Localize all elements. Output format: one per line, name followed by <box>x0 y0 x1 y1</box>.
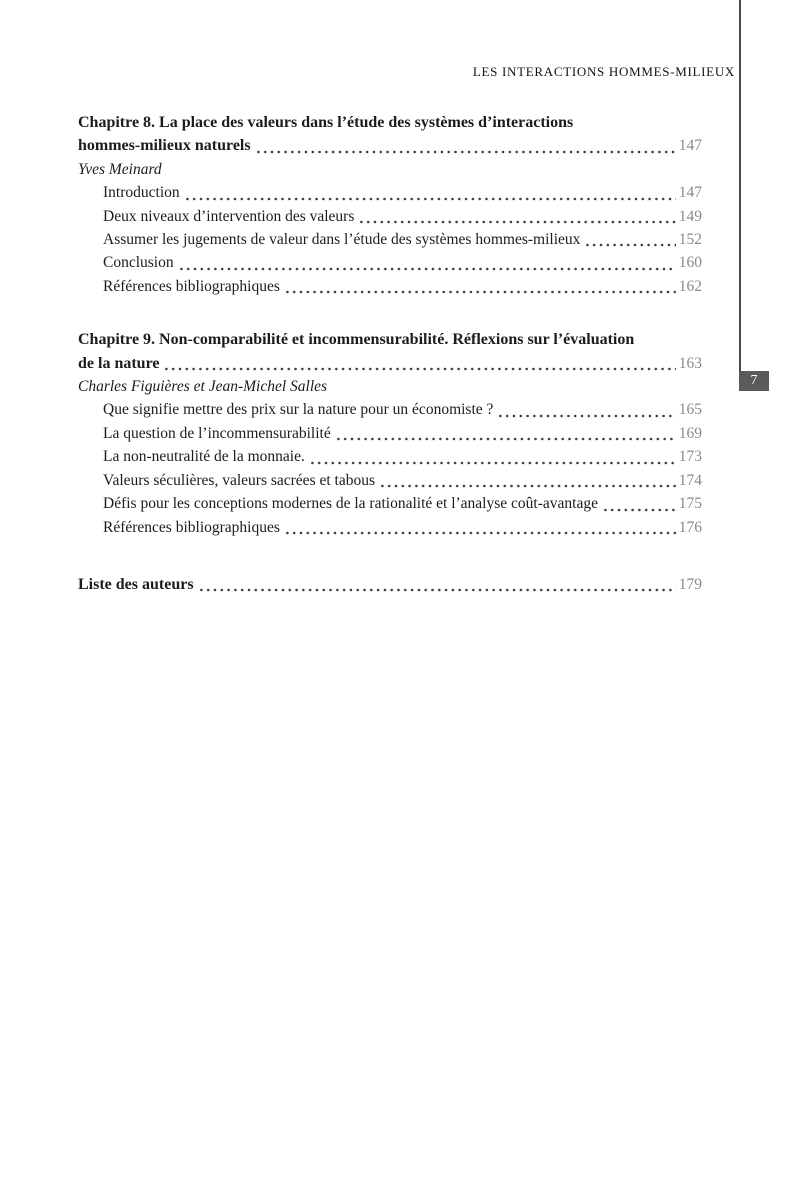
dot-leader <box>379 484 676 488</box>
toc-entry-label: Assumer les jugements de valeur dans l’étude des systèmes hommes-milieux <box>103 231 581 249</box>
chapter-9-page: 163 <box>678 354 702 372</box>
toc-entry-label: Deux niveaux d’intervention des valeurs <box>103 207 355 225</box>
toc-entry <box>103 181 702 204</box>
toc-entry-page: 147 <box>678 184 702 202</box>
toc-entry-label: Références bibliographiques <box>103 518 280 536</box>
chapter-9-title-row <box>78 352 702 375</box>
toc-entry <box>103 469 702 492</box>
toc-entry-page: 165 <box>678 401 702 419</box>
toc-entry-page: 175 <box>678 495 702 513</box>
toc-entry-label: Que signifie mettre des prix sur la nature pour un économiste ? <box>103 401 494 419</box>
toc-entry-page: 169 <box>678 424 702 442</box>
toc-entry <box>103 205 702 228</box>
dot-leader <box>198 588 676 592</box>
margin-rule <box>739 0 741 371</box>
chapter-8-page: 147 <box>678 137 702 155</box>
toc-entry <box>103 251 702 274</box>
dot-leader <box>163 367 675 371</box>
toc-entry-page: 149 <box>678 207 702 225</box>
toc-entry-page: 173 <box>678 448 702 466</box>
dot-leader <box>584 243 675 247</box>
toc-entry-label: La question de l’incommensurabilité <box>103 424 331 442</box>
dot-leader <box>309 461 676 465</box>
toc-entry <box>103 445 702 468</box>
toc-entry-label: La non-neutralité de la monnaie. <box>103 448 305 466</box>
toc-entry <box>103 516 702 539</box>
page-number: 7 <box>750 373 758 388</box>
chapter-9-title-line2: de la nature <box>78 354 160 372</box>
dot-leader <box>602 508 676 512</box>
chapter-8-title-line2: hommes-milieux naturels <box>78 137 251 155</box>
chapter-9-authors: Charles Figuières et Jean-Michel Salles <box>78 378 328 396</box>
page-number-tab <box>739 371 769 391</box>
table-of-contents <box>78 111 702 596</box>
backmatter-label: Liste des auteurs <box>78 575 194 593</box>
toc-entry-page: 160 <box>678 254 702 272</box>
toc-entry-label: Références bibliographiques <box>103 277 280 295</box>
dot-leader <box>497 414 675 418</box>
toc-entry <box>103 275 702 298</box>
dot-leader <box>255 150 676 154</box>
toc-entry-label: Valeurs séculières, valeurs sacrées et tabous <box>103 471 375 489</box>
toc-entry-page: 162 <box>678 277 702 295</box>
toc-entry <box>103 492 702 515</box>
backmatter-page: 179 <box>678 575 702 593</box>
toc-entry-liste-des-auteurs <box>78 573 702 596</box>
dot-leader <box>178 267 676 271</box>
toc-entry-page: 174 <box>678 471 702 489</box>
dot-leader <box>335 437 676 441</box>
chapter-8-entries <box>103 181 702 298</box>
toc-entry-label: Défis pour les conceptions modernes de la rationalité et l’analyse coût-avantage <box>103 495 598 513</box>
chapter-8-title-row <box>78 134 702 157</box>
toc-entry <box>103 398 702 421</box>
dot-leader <box>284 290 676 294</box>
chapter-9-title-line1: Chapitre 9. Non-comparabilité et incommensurabilité. Réflexions sur l’évaluation <box>78 331 635 349</box>
chapter-8-block <box>78 111 702 298</box>
toc-entry-label: Introduction <box>103 184 180 202</box>
dot-leader <box>358 220 675 224</box>
dot-leader <box>284 531 676 535</box>
toc-entry-page: 176 <box>678 518 702 536</box>
toc-entry-label: Conclusion <box>103 254 174 272</box>
toc-entry <box>103 228 702 251</box>
running-header: LES INTERACTIONS HOMMES-MILIEUX <box>472 64 735 79</box>
chapter-9-block <box>78 328 702 539</box>
toc-entry <box>103 422 702 445</box>
chapter-8-authors: Yves Meinard <box>78 160 162 178</box>
dot-leader <box>184 197 676 201</box>
chapter-9-entries <box>103 398 702 538</box>
toc-entry-page: 152 <box>678 231 702 249</box>
chapter-8-title-line1: Chapitre 8. La place des valeurs dans l’étude des systèmes d’interactions <box>78 114 574 131</box>
